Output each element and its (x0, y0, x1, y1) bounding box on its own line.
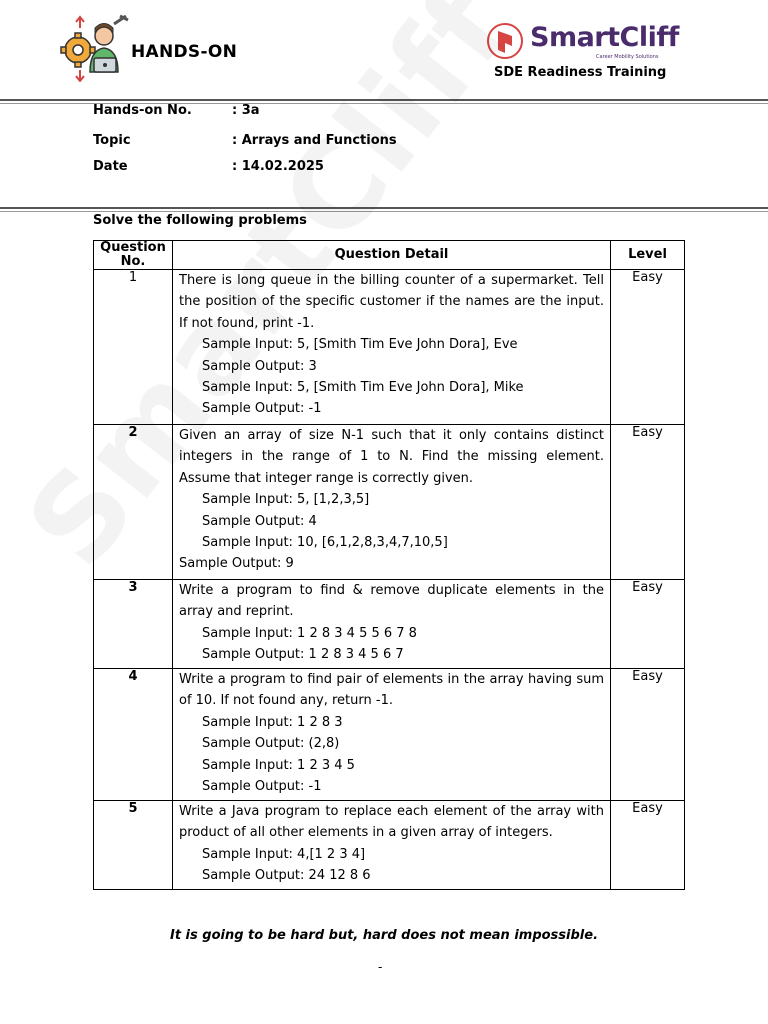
hands-on-logo-icon (60, 14, 130, 82)
question-detail (173, 669, 611, 801)
question-no: 4 (94, 669, 173, 801)
topic-value: : Arrays and Functions (232, 133, 397, 148)
level: Easy (611, 580, 685, 669)
question-text: Write a program to find pair of elements in the array having sum of 10. If not found any, return -1. (179, 672, 604, 709)
sample-line: Sample Output: 3 (202, 358, 317, 374)
brand-name: SmartCliff (530, 22, 679, 53)
problems-table (93, 240, 685, 890)
table-row (94, 270, 685, 425)
date-label: Date (93, 159, 128, 174)
question-detail (173, 801, 611, 890)
table-row (94, 580, 685, 669)
brand-tagline: Career Mobility Solutions (596, 54, 659, 60)
sample-line: Sample Input: 5, [Smith Tim Eve John Dora], Mike (202, 380, 524, 396)
topic-label: Topic (93, 133, 131, 148)
header-level: Level (611, 241, 685, 270)
sample-line: Sample Input: 1 2 8 3 (202, 714, 343, 730)
sample-line: Sample Input: 1 2 3 4 5 (202, 757, 355, 773)
table-row (94, 669, 685, 801)
footer-quote: It is going to be hard but, hard does not mean impossible. (169, 928, 599, 943)
footer-dash: - (378, 960, 383, 974)
sample-line: Sample Output: (2,8) (202, 736, 340, 752)
question-no: 5 (94, 801, 173, 890)
question-text: Write a Java program to replace each element of the array with product of all other elements in a given array of integers. (179, 804, 604, 841)
sample-line: Sample Input: 4,[1 2 3 4] (202, 846, 366, 862)
level: Easy (611, 801, 685, 890)
header-question-no: Question No. (94, 241, 173, 270)
handson-value: : 3a (232, 103, 260, 118)
header-question-detail: Question Detail (173, 241, 611, 270)
question-text: Given an array of size N-1 such that it only contains distinct integers in the range of 1 to N. Find the missing element. Assume that integer range is correctly given. (179, 428, 604, 486)
sample-line: Sample Output: 4 (202, 513, 317, 529)
table-header-row (94, 241, 685, 270)
sample-line: Sample Output: 9 (179, 556, 294, 572)
question-detail (173, 580, 611, 669)
table-row (94, 801, 685, 890)
sample-line: Sample Input: 5, [Smith Tim Eve John Dora], Eve (202, 337, 518, 353)
sample-line: Sample Output: -1 (202, 401, 322, 417)
sample-line: Sample Output: -1 (202, 779, 322, 795)
sample-line: Sample Input: 5, [1,2,3,5] (202, 492, 370, 508)
question-no: 2 (94, 425, 173, 580)
table-row (94, 425, 685, 580)
question-text: There is long queue in the billing counter of a supermarket. Tell the position of the specific customer if the names are the input. If not found, print -1. (179, 273, 604, 331)
date-value: : 14.02.2025 (232, 159, 324, 174)
sample-line: Sample Input: 1 2 8 3 4 5 5 6 7 8 (202, 625, 417, 641)
question-detail (173, 425, 611, 580)
level: Easy (611, 425, 685, 580)
question-text: Write a program to find & remove duplicate elements in the array and reprint. (179, 583, 604, 620)
hands-on-title: HANDS-ON (131, 42, 238, 62)
level: Easy (611, 270, 685, 425)
sample-line: Sample Output: 1 2 8 3 4 5 6 7 (202, 647, 404, 663)
instructions: Solve the following problems (93, 213, 307, 228)
question-no: 1 (94, 270, 173, 425)
question-detail (173, 270, 611, 425)
level: Easy (611, 669, 685, 801)
handson-label: Hands-on No. (93, 103, 192, 118)
sample-line: Sample Output: 24 12 8 6 (202, 868, 371, 884)
question-no: 3 (94, 580, 173, 669)
training-name: SDE Readiness Training (494, 65, 667, 80)
sample-line: Sample Input: 10, [6,1,2,8,3,4,7,10,5] (202, 535, 448, 551)
